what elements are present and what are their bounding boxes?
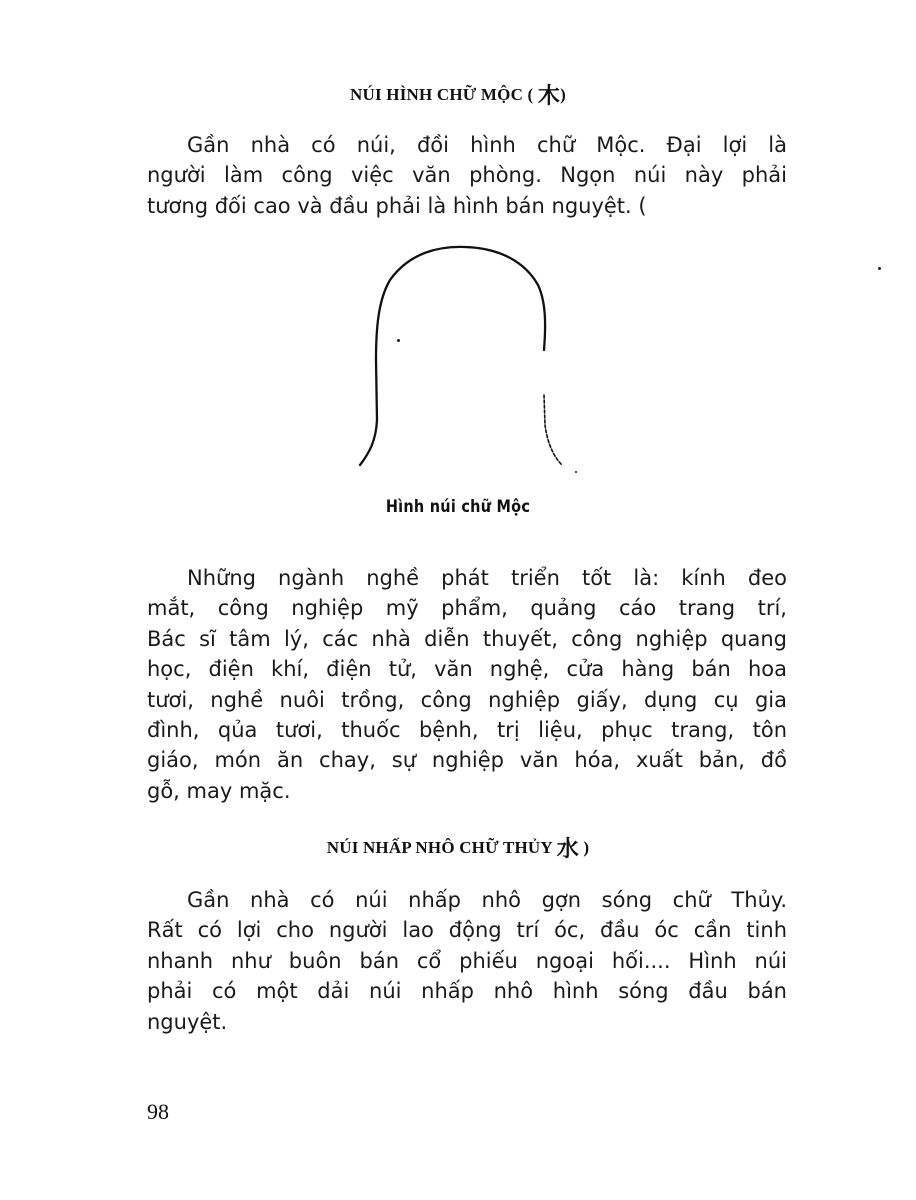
paragraph-line: học, điện khí, điện tử, văn nghệ, cửa hàng bán hoa — [147, 657, 787, 682]
wood-character-icon: 木 — [537, 84, 561, 109]
paragraph-line: phải có một dải núi nhấp nhô hình sóng đầu bán — [147, 979, 787, 1004]
wood-mountain-shape-icon — [340, 240, 590, 480]
intro-paragraph-moc — [147, 130, 787, 221]
wood-mountain-figure — [340, 240, 590, 480]
page-number: 98 — [147, 1099, 169, 1124]
heading-close-paren: ) — [583, 838, 590, 857]
water-character-icon: 水 — [556, 837, 579, 862]
paragraph-line: mắt, công nghiệp mỹ phẩm, quảng cáo trang trí, — [147, 596, 787, 621]
paragraph-line: nguyệt. — [147, 1009, 228, 1034]
figure-caption: Hình núi chữ Mộc — [385, 497, 531, 517]
scan-speck — [878, 267, 881, 270]
paragraph-line: Bác sĩ tâm lý, các nhà diễn thuyết, công nghiệp quang — [147, 626, 787, 651]
paragraph-line: Gần nhà có núi nhấp nhô gợn sóng chữ Thủy. — [187, 888, 787, 912]
heading-close-paren: ) — [560, 85, 566, 104]
paragraph-line: đình, qủa tươi, thuốc bệnh, trị liệu, phục trang, tôn — [147, 718, 787, 743]
paragraph-line: Những ngành nghề phát triển tốt là: kính đeo — [187, 566, 787, 590]
heading-text: NÚI NHẤP NHÔ CHỮ THỦY — [326, 838, 553, 857]
paragraph-line: nhanh như buôn bán cổ phiếu ngoại hối.... Hình núi — [147, 948, 787, 973]
section-heading-moc — [0, 79, 916, 110]
print-speck — [397, 339, 400, 342]
section-heading-thuy — [0, 832, 916, 863]
paragraph-line: tươi, nghề nuôi trồng, công nghiệp giấy, dụng cụ gia — [147, 687, 787, 712]
paragraph-line: Rất có lợi cho người lao động trí óc, đầu óc cần tinh — [147, 918, 787, 943]
print-speck — [575, 471, 577, 473]
heading-text: NÚI HÌNH CHỮ MỘC ( — [350, 85, 534, 104]
paragraph-line: tương đối cao và đầu phải là hình bán nguyệt. ( — [147, 193, 647, 218]
paragraph-line: người làm công việc văn phòng. Ngọn núi này phải — [147, 163, 787, 188]
paragraph-line: Gần nhà có núi, đồi hình chữ Mộc. Đại lợi là — [187, 133, 787, 157]
professions-paragraph — [147, 563, 787, 806]
paragraph-line: gỗ, may mặc. — [147, 778, 291, 803]
intro-paragraph-thuy — [147, 885, 787, 1037]
paragraph-line: giáo, món ăn chay, sự nghiệp văn hóa, xuất bản, đồ — [147, 748, 787, 773]
